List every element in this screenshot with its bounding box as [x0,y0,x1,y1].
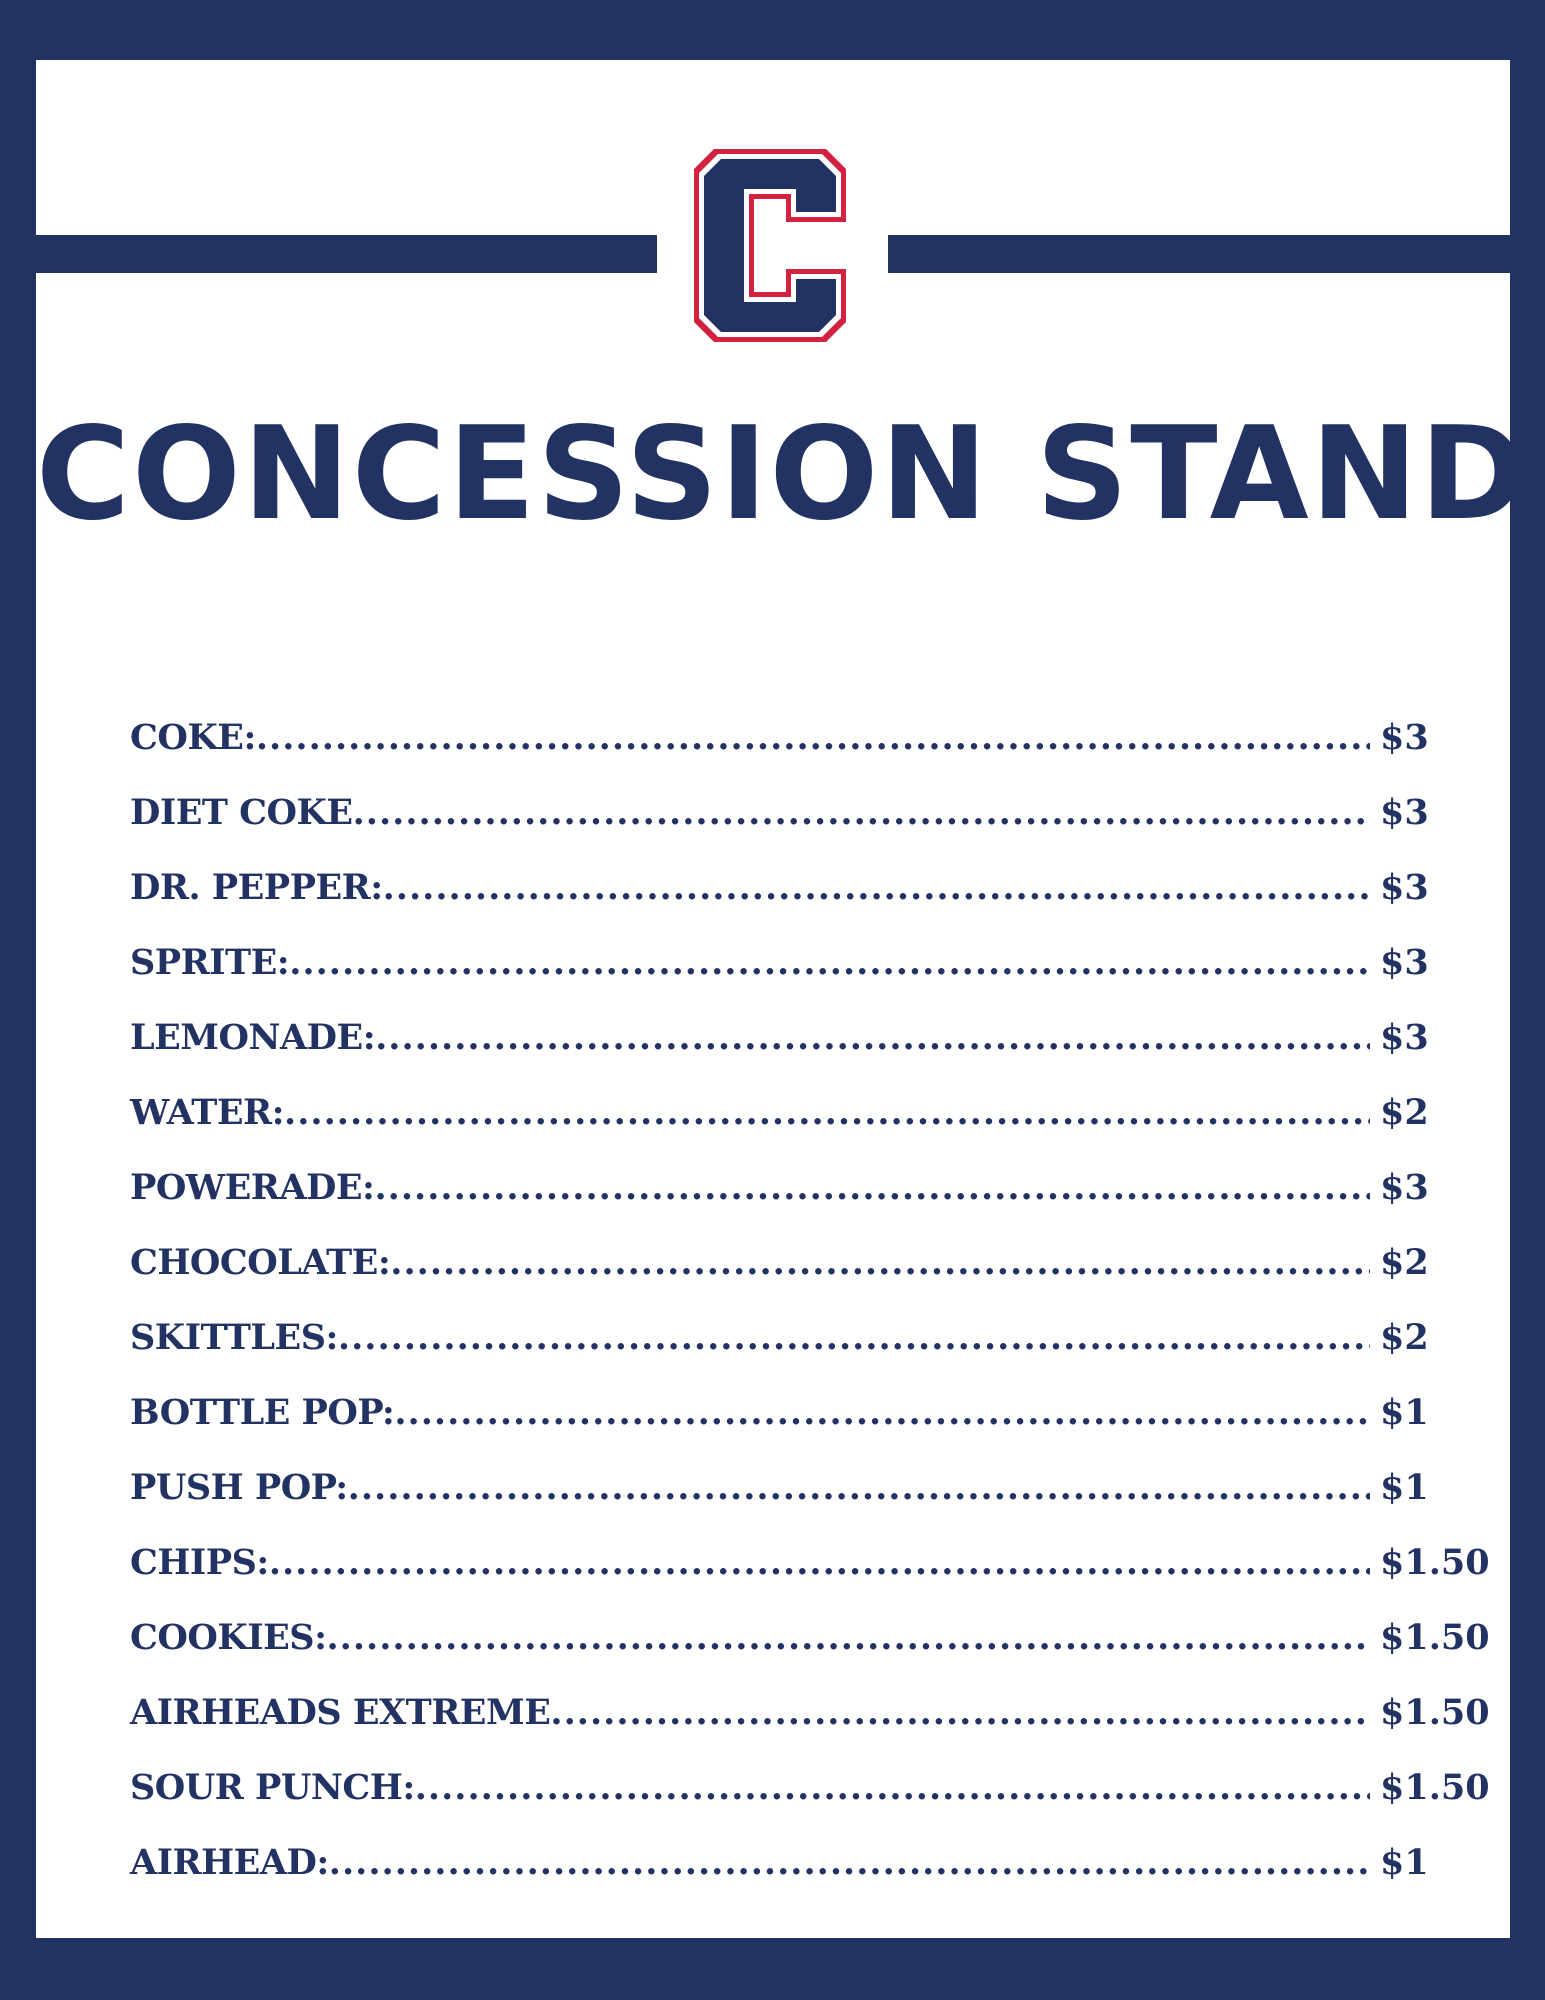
list-item [130,1825,1490,1900]
item-name: LEMONADE: [130,1017,376,1058]
list-item [130,1675,1490,1750]
dot-leader [338,1300,1370,1375]
list-item [130,1300,1490,1375]
dot-leader [390,1225,1370,1300]
item-price: $2 [1380,1317,1429,1358]
list-item [130,1075,1490,1150]
dot-leader [329,1825,1370,1900]
block-letter-c-icon [694,149,846,342]
list-item [130,1150,1490,1225]
item-name: WATER: [130,1092,285,1133]
item-name: SOUR PUNCH: [130,1767,415,1808]
header-rule-right [888,235,1510,273]
item-name: PUSH POP: [130,1467,348,1508]
dot-leader [415,1750,1370,1825]
item-name: POWERADE: [130,1167,375,1208]
item-price: $1.50 [1380,1617,1490,1658]
list-item [130,1450,1490,1525]
menu-board [36,60,1528,1938]
item-price: $3 [1380,867,1429,908]
item-name: CHOCOLATE: [130,1242,391,1283]
list-item [130,1600,1490,1675]
list-item [130,700,1490,775]
header-rule-left [36,235,657,273]
list-item [130,1525,1490,1600]
item-name: CHIPS: [130,1542,269,1583]
dot-leader [289,925,1370,1000]
item-price: $1.50 [1380,1692,1490,1733]
dot-leader [284,1075,1370,1150]
list-item [130,1375,1490,1450]
item-price: $1.50 [1380,1767,1490,1808]
list-item [130,1225,1490,1300]
item-price: $3 [1380,717,1429,758]
item-name: SKITTLES: [130,1317,338,1358]
item-price: $3 [1380,1167,1429,1208]
item-price: $3 [1380,1017,1429,1058]
list-item [130,1750,1490,1825]
dot-leader [383,850,1370,925]
item-name: COKE: [130,717,256,758]
dot-leader [327,1600,1371,1675]
item-name: COOKIES: [130,1617,327,1658]
list-item [130,925,1490,1000]
item-name: BOTTLE POP: [130,1392,395,1433]
dot-leader [269,1525,1370,1600]
dot-leader [374,1150,1370,1225]
item-price: $1.50 [1380,1542,1490,1583]
item-price: $3 [1380,942,1429,983]
list-item [130,850,1490,925]
item-name: DIET COKE [130,792,353,833]
dot-leader [375,1000,1370,1075]
item-name: AIRHEAD: [130,1842,329,1883]
dot-leader [256,700,1370,775]
list-item [130,1000,1490,1075]
item-price: $1 [1380,1842,1429,1883]
dot-leader [550,1675,1370,1750]
item-price: $1 [1380,1467,1429,1508]
item-price: $3 [1380,792,1429,833]
item-name: AIRHEADS EXTREME [130,1692,551,1733]
list-item [130,775,1490,850]
item-price: $2 [1380,1092,1429,1133]
dot-leader [348,1450,1370,1525]
item-price: $1 [1380,1392,1429,1433]
page-title: CONCESSION STAND [36,400,1528,549]
price-list [130,700,1490,1900]
dot-leader [353,775,1370,850]
dot-leader [394,1375,1370,1450]
item-price: $2 [1380,1242,1429,1283]
item-name: DR. PEPPER: [130,867,383,908]
item-name: SPRITE: [130,942,290,983]
